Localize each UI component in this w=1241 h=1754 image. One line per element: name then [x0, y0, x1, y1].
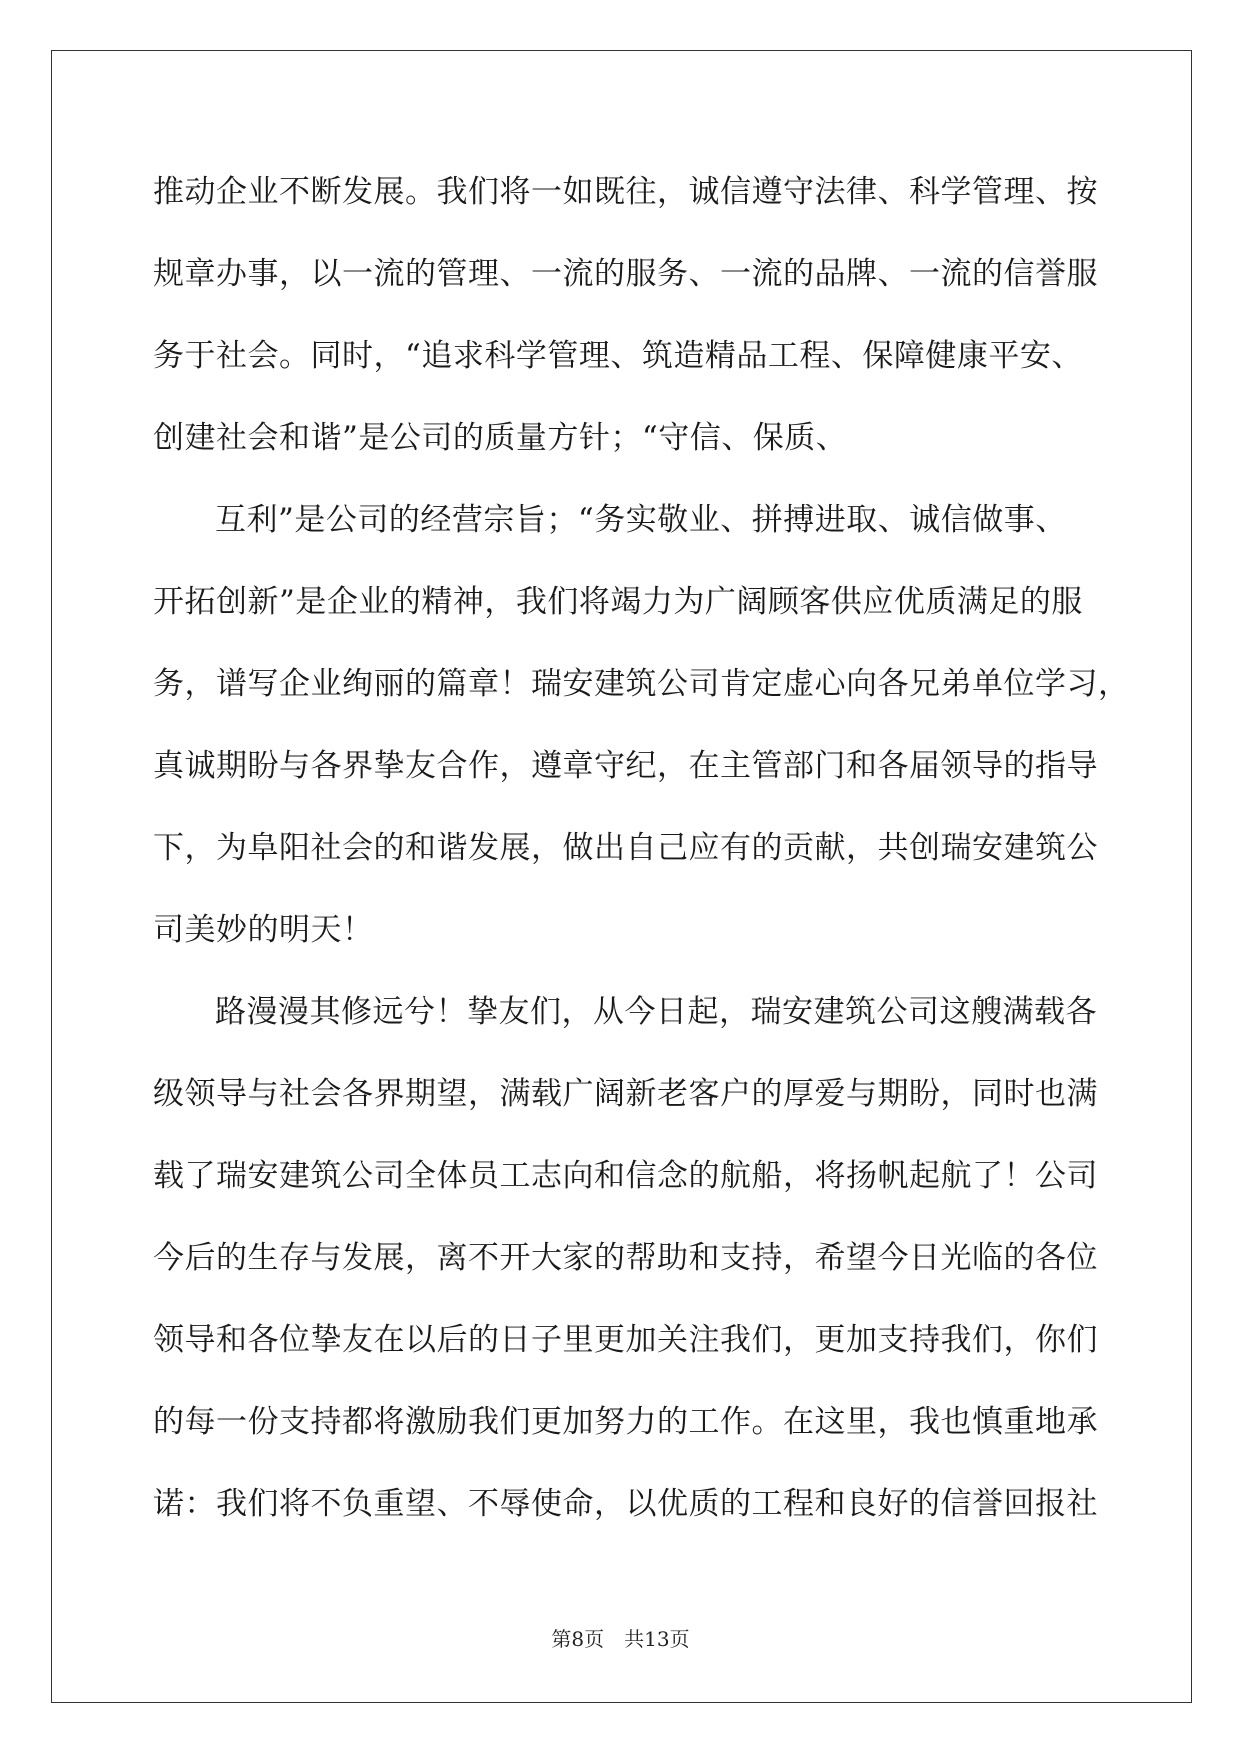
- text-line: 务于社会。同时，“追求科学管理、筑造精品工程、保障健康平安、: [153, 338, 1083, 374]
- text-line: 务，谱写企业绚丽的篇章！瑞安建筑公司肯定虚心向各兄弟单位学习，: [153, 666, 1130, 702]
- page-total: 共13页: [624, 1627, 690, 1651]
- text-line: 诺：我们将不负重望、不辱使命，以优质的工程和良好的信誉回报社: [153, 1486, 1098, 1522]
- text-line: 级领导与社会各界期望，满载广阔新老客户的厚爱与期盼，同时也满: [153, 1076, 1098, 1112]
- text-line: 路漫漫其修远兮！挚友们，从今日起，瑞安建筑公司这艘满载各: [215, 994, 1097, 1030]
- document-body: [153, 166, 1130, 1560]
- text-line: 创建社会和谐”是公司的质量方针；“守信、保质、: [153, 420, 848, 456]
- text-line: 互利”是公司的经营宗旨；“务实敬业、拼搏进取、诚信做事、: [215, 502, 1067, 538]
- text-line: 的每一份支持都将激励我们更加努力的工作。在这里，我也慎重地承: [153, 1404, 1098, 1440]
- text-line: 真诚期盼与各界挚友合作，遵章守纪，在主管部门和各届领导的指导: [153, 748, 1098, 784]
- text-line: 司美妙的明天！: [153, 912, 374, 948]
- text-line: 开拓创新”是企业的精神，我们将竭力为广阔顾客供应优质满足的服: [153, 584, 1083, 620]
- text-line: 规章办事，以一流的管理、一流的服务、一流的品牌、一流的信誉服: [153, 256, 1098, 292]
- text-line: 载了瑞安建筑公司全体员工志向和信念的航船，将扬帆起航了！公司: [153, 1158, 1098, 1194]
- text-line: 下，为阜阳社会的和谐发展，做出自己应有的贡献，共创瑞安建筑公: [153, 830, 1098, 866]
- text-line: 领导和各位挚友在以后的日子里更加关注我们，更加支持我们，你们: [153, 1322, 1098, 1358]
- page-footer: [0, 1627, 1241, 1651]
- text-line: 今后的生存与发展，离不开大家的帮助和支持，希望今日光临的各位: [153, 1240, 1098, 1276]
- text-line: 推动企业不断发展。我们将一如既往，诚信遵守法律、科学管理、按: [153, 174, 1098, 210]
- page-number: 第8页: [551, 1627, 605, 1651]
